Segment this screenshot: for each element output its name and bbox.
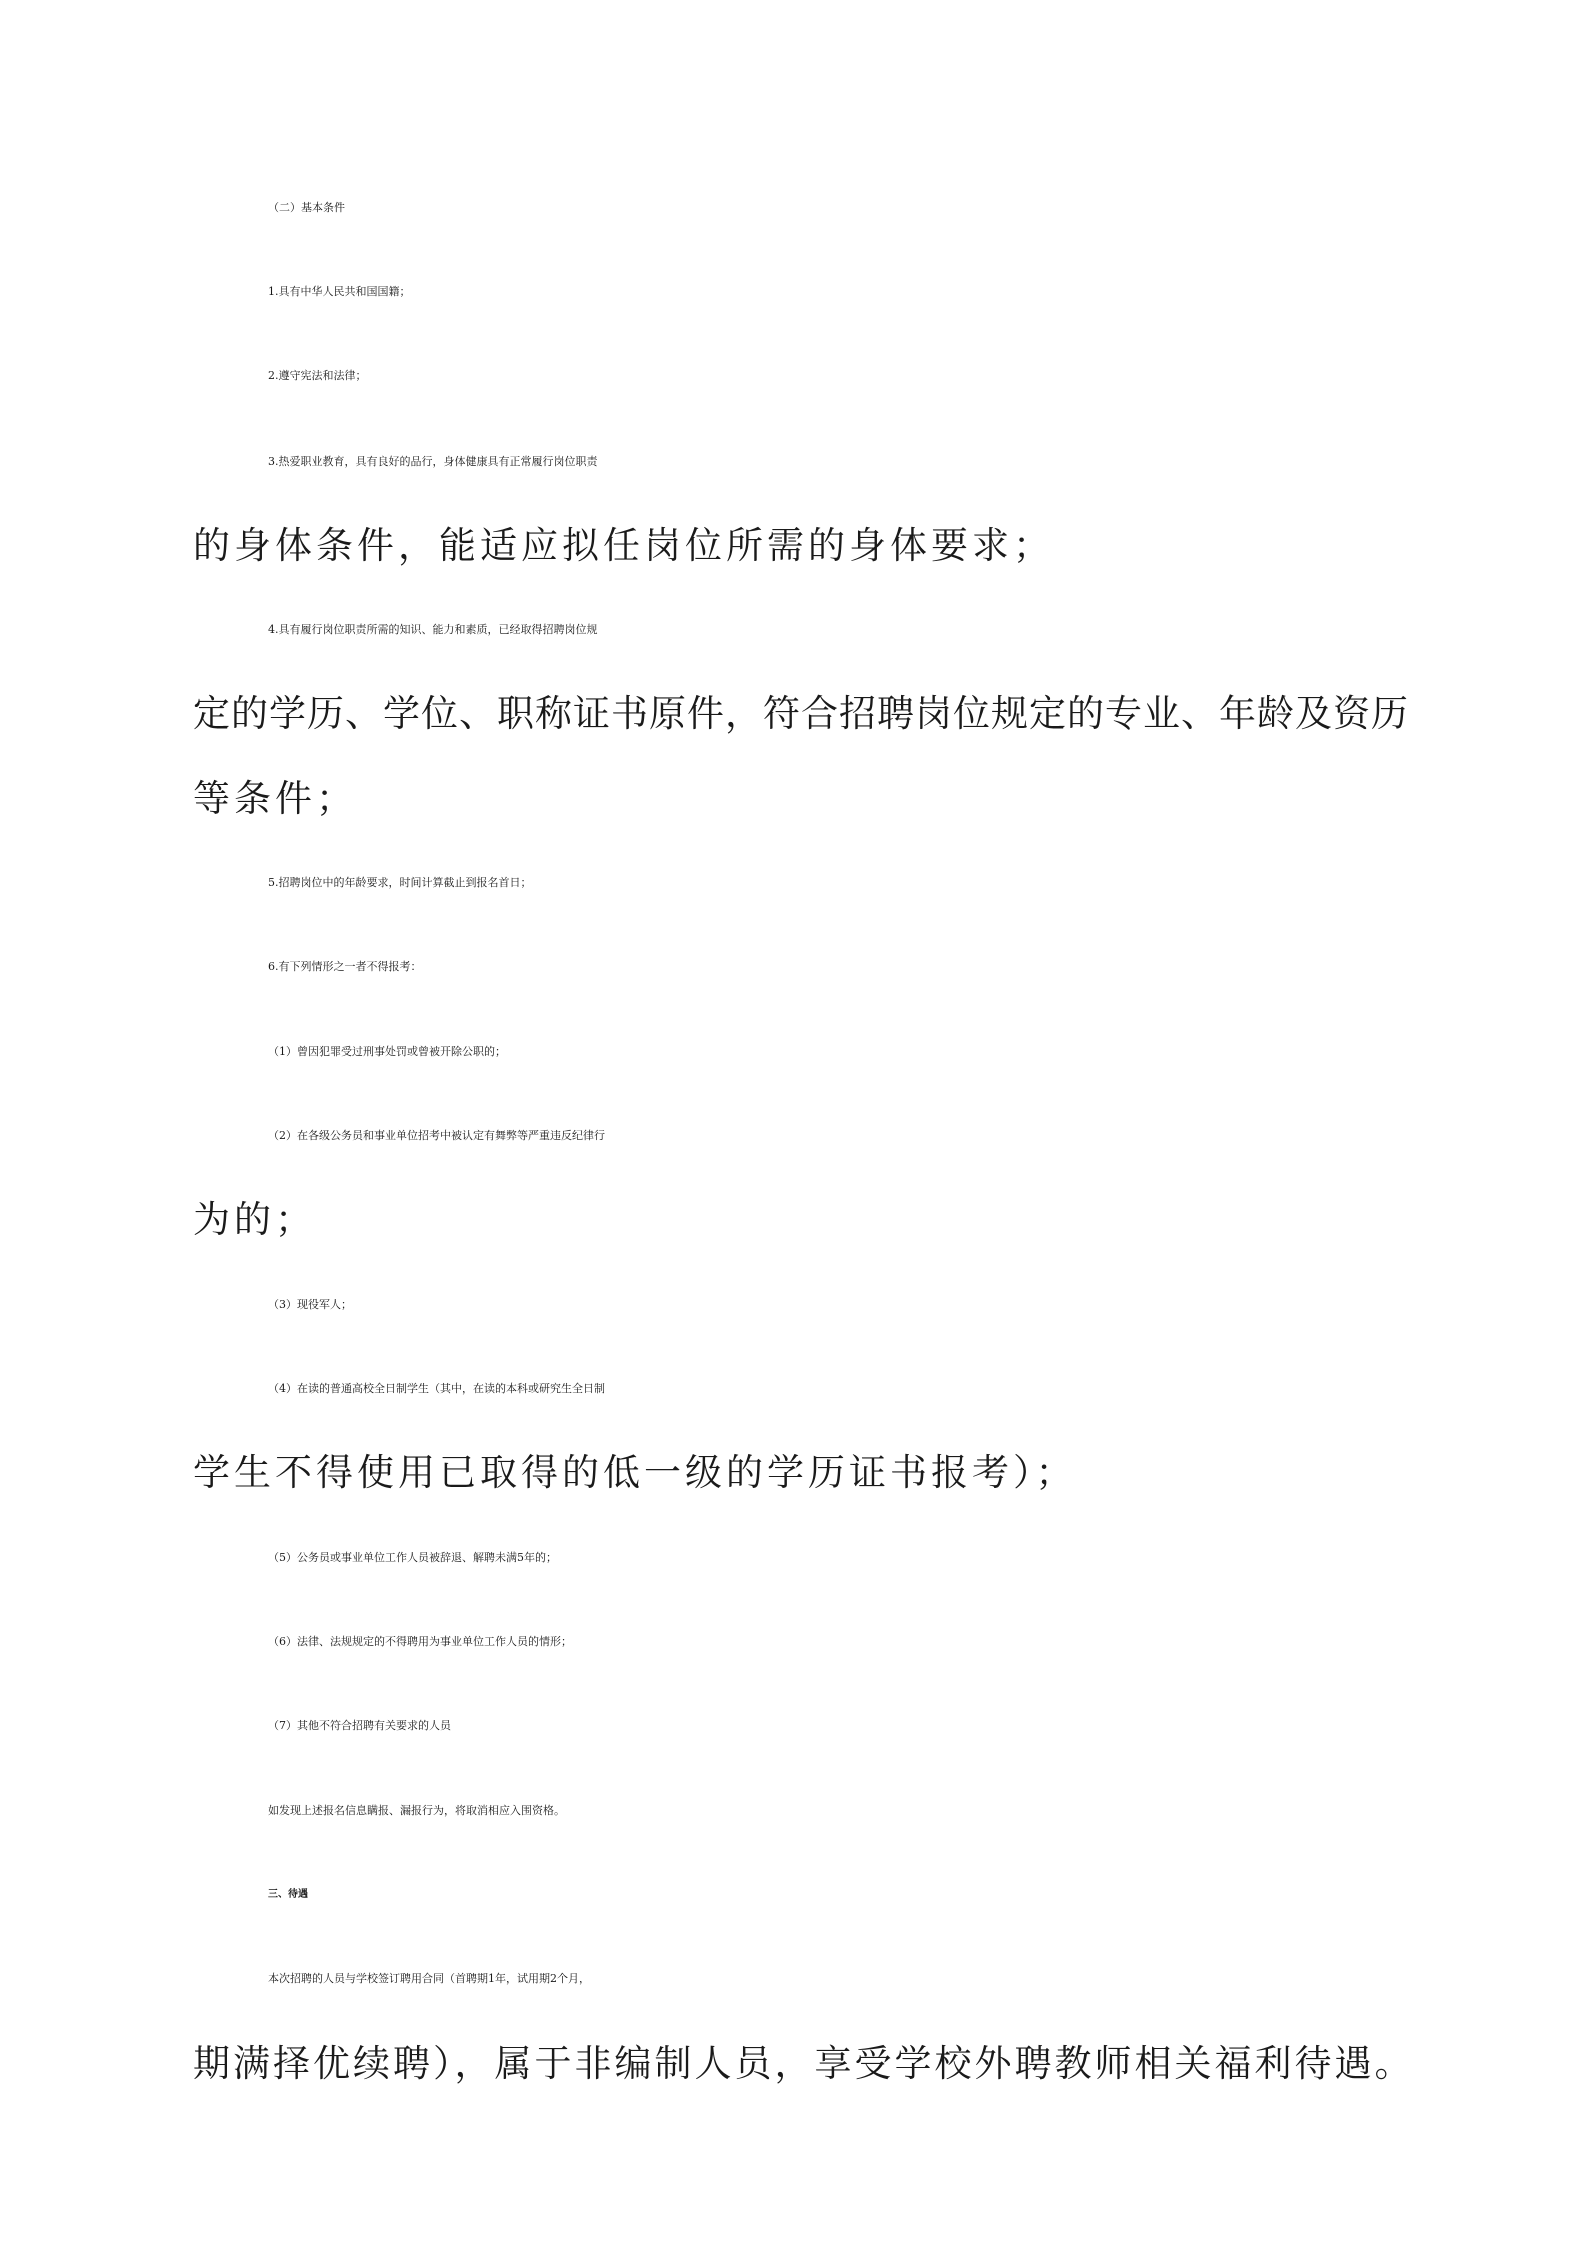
exclusion-2-line-2: 为的；: [193, 1198, 316, 1241]
exclusion-4-line-2: 学生不得使用已取得的低一级的学历证书报考）；: [193, 1451, 1077, 1494]
condition-3-line-2: 的身体条件，能适应拟任岗位所需的身体要求；: [193, 524, 1054, 567]
section-heading-basic-conditions: （二）基本条件: [268, 201, 345, 214]
exclusion-3: （3）现役军人；: [268, 1298, 352, 1311]
exclusion-7: （7）其他不符合招聘有关要求的人员: [268, 1719, 451, 1732]
section-heading-benefits: 三、待遇: [268, 1889, 308, 1900]
condition-6: 6.有下列情形之一者不得报考：: [268, 960, 422, 973]
condition-5: 5.招聘岗位中的年龄要求，时间计算截止到报名首日；: [268, 876, 532, 889]
condition-2: 2.遵守宪法和法律；: [268, 369, 367, 382]
exclusion-2-line-1: （2）在各级公务员和事业单位招考中被认定有舞弊等严重违反纪律行: [268, 1129, 605, 1142]
condition-4-line-3: 等条件；: [193, 777, 357, 820]
condition-1: 1.具有中华人民共和国国籍；: [268, 285, 411, 298]
condition-3-line-1: 3.热爱职业教育，具有良好的品行，身体健康具有正常履行岗位职责: [268, 455, 598, 468]
exclusion-4-line-1: （4）在读的普通高校全日制学生（其中，在读的本科或研究生全日制: [268, 1382, 605, 1395]
condition-4-line-1: 4.具有履行岗位职责所需的知识、能力和素质，已经取得招聘岗位规: [268, 623, 598, 636]
exclusion-1: （1）曾因犯罪受过刑事处罚或曾被开除公职的；: [268, 1045, 506, 1058]
condition-4-line-2: 定的学历、学位、职称证书原件，符合招聘岗位规定的专业、年龄及资历: [193, 692, 1409, 735]
benefits-line-2: 期满择优续聘），属于非编制人员，享受学校外聘教师相关福利待遇。: [193, 2042, 1415, 2085]
exclusion-5: （5）公务员或事业单位工作人员被辞退、解聘未满5年的；: [268, 1551, 557, 1564]
disqualification-note: 如发现上述报名信息瞒报、漏报行为，将取消相应入围资格。: [268, 1804, 565, 1817]
exclusion-6: （6）法律、法规规定的不得聘用为事业单位工作人员的情形；: [268, 1635, 572, 1648]
benefits-line-1: 本次招聘的人员与学校签订聘用合同（首聘期1年，试用期2个月，: [268, 1972, 590, 1985]
